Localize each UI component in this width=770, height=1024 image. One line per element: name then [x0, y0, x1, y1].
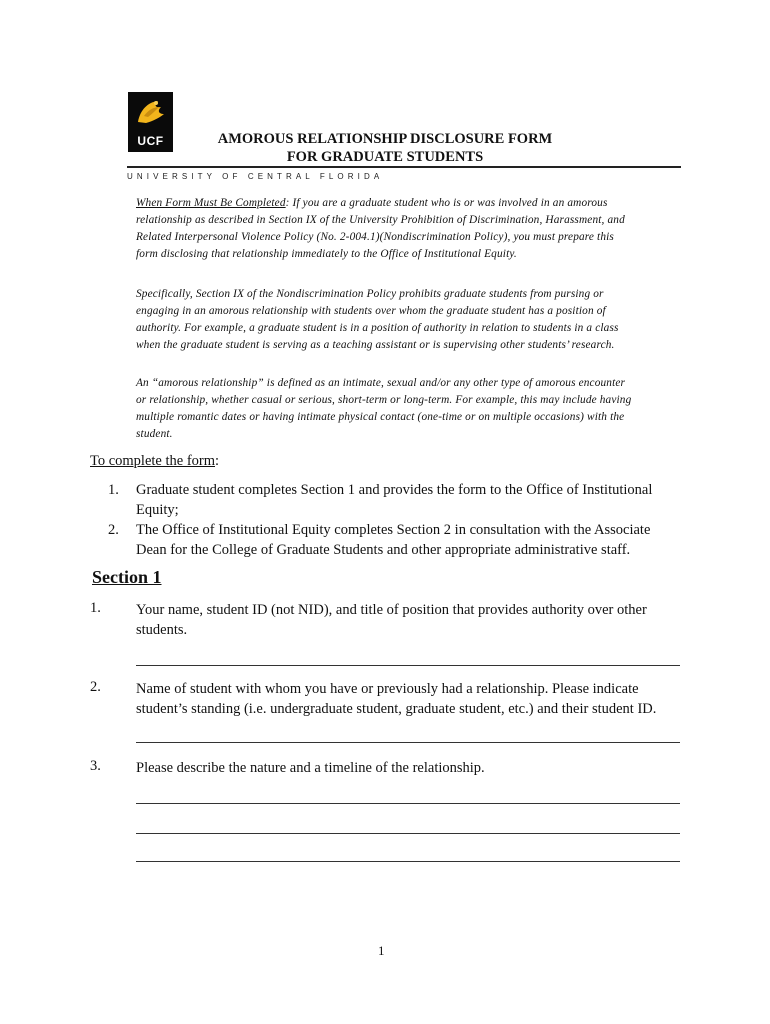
form-title-line1: AMOROUS RELATIONSHIP DISCLOSURE FORM	[217, 131, 553, 147]
question-number: 1.	[90, 600, 101, 616]
intro-paragraph-when	[136, 195, 636, 263]
answer-line[interactable]	[136, 742, 680, 743]
complete-heading-colon: :	[215, 453, 220, 469]
question-number: 2.	[90, 679, 101, 695]
question-number: 3.	[90, 758, 101, 774]
answer-line[interactable]	[136, 665, 680, 666]
when-heading: When Form Must Be Completed	[136, 197, 286, 209]
form-title-line2: FOR GRADUATE STUDENTS	[286, 149, 484, 165]
step-text: The Office of Institutional Equity completes Section 2 in consultation with the Associate Dean for the College of Graduate Students and other appropriate administrative staff.	[136, 522, 651, 558]
answer-line[interactable]	[136, 861, 680, 862]
university-name: UNIVERSITY OF CENTRAL FLORIDA	[127, 172, 384, 181]
complete-heading-text: To complete the form	[90, 453, 216, 469]
pegasus-icon	[128, 92, 173, 132]
step-text: Graduate student completes Section 1 and provides the form to the Office of Institutional Equity;	[136, 482, 653, 518]
list-item	[108, 480, 683, 520]
complete-heading	[90, 451, 219, 471]
logo-wordmark: UCF	[137, 134, 164, 148]
question-text: Please describe the nature and a timeline of the relationship.	[136, 760, 485, 776]
question-text: Name of student with whom you have or previously had a relationship. Please indicate student’s standing (i.e. undergraduate student, graduate student, etc.) and their student ID.	[136, 681, 657, 717]
step-number: 2.	[108, 522, 119, 538]
page-number: 1	[378, 943, 385, 958]
answer-line[interactable]	[136, 833, 680, 834]
answer-line[interactable]	[136, 803, 680, 804]
step-number: 1.	[108, 482, 119, 498]
intro-paragraph-definition: An “amorous relationship” is defined as an intimate, sexual and/or any other type of amorous encounter or relationship, whether casual or serious, short-term or long-term. For example, this may include having multiple romantic dates or having intimate physical contact (one-time or on multiple occasions) with the student.	[136, 377, 632, 440]
section-1-heading: Section 1	[92, 567, 162, 587]
when-text: : If you are a graduate student who is or was involved in an amorous relationship as described in Section IX of the University Prohibition of Discrimination, Harassment, and Related Interpersonal Violence Policy (No. 2-004.1)(Nondiscrimination Policy), you must prepare this form disclosing that relationship immediately to the Office of Institutional Equity.	[136, 197, 625, 260]
steps-list	[108, 480, 683, 560]
intro-paragraph-specifically: Specifically, Section IX of the Nondiscrimination Policy prohibits graduate students from pursing or engaging in an amorous relationship with students over whom the graduate student has a position of authority. For example, a graduate student is in a position of authority in relation to students in a class when the graduate student is serving as a teaching assistant or is supervising other students’ research.	[136, 288, 619, 351]
list-item	[108, 520, 683, 560]
header-rule	[127, 166, 681, 168]
question-text: Your name, student ID (not NID), and title of position that provides authority over other students.	[136, 602, 647, 638]
